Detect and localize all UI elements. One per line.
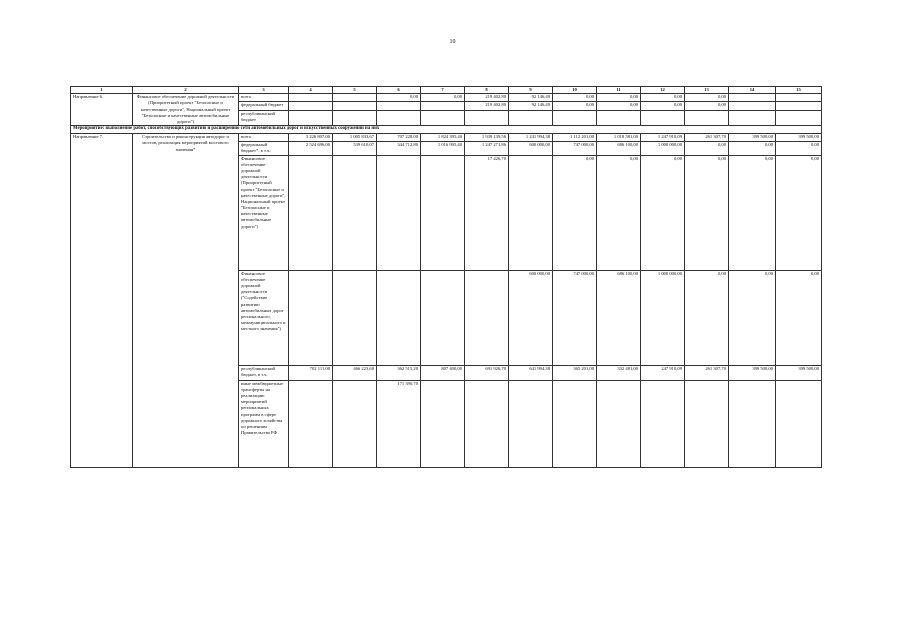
direction-description: Финансовое обеспечение дорожной деятельности (Приоритетный проект "Безопасные и качественные дороги", Национальный проект "Безопасные и качественные автомобильные дороги") [133, 94, 239, 126]
header-cell: 14 [729, 87, 776, 94]
amount-cell: 0,00 [597, 155, 641, 270]
header-cell: 2 [133, 87, 239, 94]
amount-cell: 1 000 000,00 [641, 142, 685, 155]
amount-cell: 686 100,00 [597, 142, 641, 155]
amount-cell [553, 111, 597, 126]
amount-cell: 0,00 [776, 142, 822, 155]
amount-cell: 0,00 [776, 155, 822, 270]
amount-cell: 1 000 000,00 [641, 270, 685, 365]
table-row [71, 134, 822, 142]
amount-cell: 17 426,70 [465, 155, 509, 270]
amount-cell [289, 111, 333, 126]
amount-cell [333, 155, 377, 270]
amount-cell [333, 94, 377, 102]
table-body [71, 87, 822, 468]
amount-cell [641, 380, 685, 467]
funding-source: всего [239, 94, 289, 102]
amount-cell: 399 500,00 [729, 365, 776, 380]
header-cell: 8 [465, 87, 509, 94]
header-cell: 10 [553, 87, 597, 94]
amount-cell [333, 270, 377, 365]
amount-cell: 1 241 994,38 [509, 134, 553, 142]
amount-cell [421, 102, 465, 111]
header-cell: 6 [377, 87, 421, 94]
table-row [71, 94, 822, 102]
amount-cell [289, 94, 333, 102]
amount-cell [776, 111, 822, 126]
funding-source: иные межбюджетные трансферты на реализацию мероприятий региональных программ в сфере дорожного хозяйства по решениям Правительства РФ [239, 380, 289, 467]
amount-cell: 332 481,00 [597, 365, 641, 380]
header-cell: 4 [289, 87, 333, 94]
header-cell: 15 [776, 87, 822, 94]
amount-cell [729, 380, 776, 467]
amount-cell [377, 111, 421, 126]
amount-cell: 0,00 [641, 102, 685, 111]
amount-cell: 247 910,09 [641, 365, 685, 380]
funding-source: республиканский бюджет [239, 111, 289, 126]
amount-cell: 0,00 [421, 94, 465, 102]
header-cell: 9 [509, 87, 553, 94]
amount-cell: 219 402,80 [465, 102, 509, 111]
amount-cell: 0,00 [729, 270, 776, 365]
amount-cell: 3 226 807,00 [289, 134, 333, 142]
funding-source: Финансовое обеспечение дорожной деятельности (Приоритетный проект "Безопасные и качественные дороги", Национальный проект "Безопасные и качественные автомобильные дороги") [239, 155, 289, 270]
funding-source: федеральный бюджет [239, 102, 289, 111]
amount-cell: 600 000,00 [509, 142, 553, 155]
amount-cell: 0,00 [597, 94, 641, 102]
amount-cell: 92 146,49 [509, 94, 553, 102]
amount-cell: 747 000,00 [553, 142, 597, 155]
amount-cell: 0,00 [641, 155, 685, 270]
amount-cell: 1 112 201,00 [553, 134, 597, 142]
header-cell: 7 [421, 87, 465, 94]
header-cell: 5 [333, 87, 377, 94]
amount-cell [289, 102, 333, 111]
amount-cell: 1 016 995,40 [421, 142, 465, 155]
amount-cell: 707 228,00 [377, 134, 421, 142]
event-row [71, 126, 822, 134]
amount-cell: 1 247 271,86 [465, 142, 509, 155]
amount-cell: 807 400,00 [421, 365, 465, 380]
header-cell: 13 [685, 87, 729, 94]
amount-cell: 1 824 395,40 [421, 134, 465, 142]
header-row [71, 87, 822, 94]
amount-cell [685, 111, 729, 126]
amount-cell: 691 926,70 [465, 365, 509, 380]
amount-cell: 1 005 833,67 [333, 134, 377, 142]
amount-cell: 261 307,70 [685, 134, 729, 142]
amount-cell: 0,00 [776, 270, 822, 365]
amount-cell: 261 307,70 [685, 365, 729, 380]
amount-cell [377, 102, 421, 111]
amount-cell [729, 102, 776, 111]
amount-cell: 0,00 [685, 270, 729, 365]
funding-source: всего [239, 134, 289, 142]
amount-cell [333, 102, 377, 111]
amount-cell [776, 94, 822, 102]
amount-cell [377, 155, 421, 270]
amount-cell: 686 100,00 [597, 270, 641, 365]
amount-cell: 399 500,00 [776, 365, 822, 380]
amount-cell [776, 102, 822, 111]
amount-cell [289, 270, 333, 365]
amount-cell [333, 111, 377, 126]
amount-cell [509, 155, 553, 270]
amount-cell: 0,00 [685, 102, 729, 111]
amount-cell: 1 939 139,56 [465, 134, 509, 142]
amount-cell [289, 380, 333, 467]
amount-cell [597, 111, 641, 126]
amount-cell [776, 380, 822, 467]
amount-cell [509, 380, 553, 467]
amount-cell: 0,00 [553, 102, 597, 111]
amount-cell [465, 270, 509, 365]
amount-cell: 362 515,20 [377, 365, 421, 380]
amount-cell [597, 380, 641, 467]
amount-cell: 0,00 [685, 142, 729, 155]
amount-cell [553, 380, 597, 467]
amount-cell [729, 94, 776, 102]
amount-cell: 0,00 [685, 155, 729, 270]
amount-cell: 0,00 [729, 142, 776, 155]
amount-cell [421, 380, 465, 467]
amount-cell [641, 111, 685, 126]
amount-cell: 0,00 [553, 94, 597, 102]
amount-cell: 600 000,00 [509, 270, 553, 365]
header-cell: 3 [239, 87, 289, 94]
amount-cell [377, 270, 421, 365]
amount-cell: 2 524 696,00 [289, 142, 333, 155]
funding-source: федеральный бюджет*, в т.ч.: [239, 142, 289, 155]
funding-source: Финансовое обеспечение дорожной деятельности ("Содействие развитию автомобильных дорог регионального, межмуниципального и местного значения") [239, 270, 289, 365]
amount-cell [729, 111, 776, 126]
amount-cell: 399 500,00 [776, 134, 822, 142]
direction-label: Направление 6. [71, 94, 133, 126]
amount-cell: 219 402,80 [465, 94, 509, 102]
amount-cell: 0,00 [597, 102, 641, 111]
amount-cell: 365 201,00 [553, 365, 597, 380]
amount-cell: 0,00 [729, 155, 776, 270]
header-cell: 12 [641, 87, 685, 94]
amount-cell [289, 155, 333, 270]
amount-cell [333, 380, 377, 467]
event-title: Мероприятие: выполнение работ, способствующих развитию и расширению сети автомобильных дорог и искусственных сооружений на них [71, 126, 822, 134]
amount-cell [421, 270, 465, 365]
amount-cell [465, 111, 509, 126]
amount-cell: 0,00 [685, 94, 729, 102]
amount-cell: 702 111,00 [289, 365, 333, 380]
direction-description: Строительство и реконструкция автодорог и мостов, реализация мероприятий мостового значения* [133, 134, 239, 467]
header-cell: 1 [71, 87, 133, 94]
budget-table [70, 86, 822, 468]
amount-cell: 747 000,00 [553, 270, 597, 365]
amount-cell: 1 247 910,09 [641, 134, 685, 142]
amount-cell [465, 380, 509, 467]
amount-cell: 0,00 [641, 94, 685, 102]
amount-cell: 399 500,00 [729, 134, 776, 142]
amount-cell: 171 390,70 [377, 380, 421, 467]
amount-cell [421, 111, 465, 126]
amount-cell: 1 018 581,00 [597, 134, 641, 142]
amount-cell [421, 155, 465, 270]
page-number: 10 [449, 39, 456, 45]
amount-cell: 641 994,38 [509, 365, 553, 380]
direction-label: Направление 7. [71, 134, 133, 467]
amount-cell [509, 111, 553, 126]
header-cell: 11 [597, 87, 641, 94]
amount-cell: 92 146,49 [509, 102, 553, 111]
amount-cell: 539 610,07 [333, 142, 377, 155]
amount-cell [685, 380, 729, 467]
funding-source: республиканский бюджет, в т.ч. [239, 365, 289, 380]
amount-cell: 0,00 [553, 155, 597, 270]
amount-cell: 466 223,60 [333, 365, 377, 380]
amount-cell: 0,00 [377, 94, 421, 102]
amount-cell: 344 712,80 [377, 142, 421, 155]
